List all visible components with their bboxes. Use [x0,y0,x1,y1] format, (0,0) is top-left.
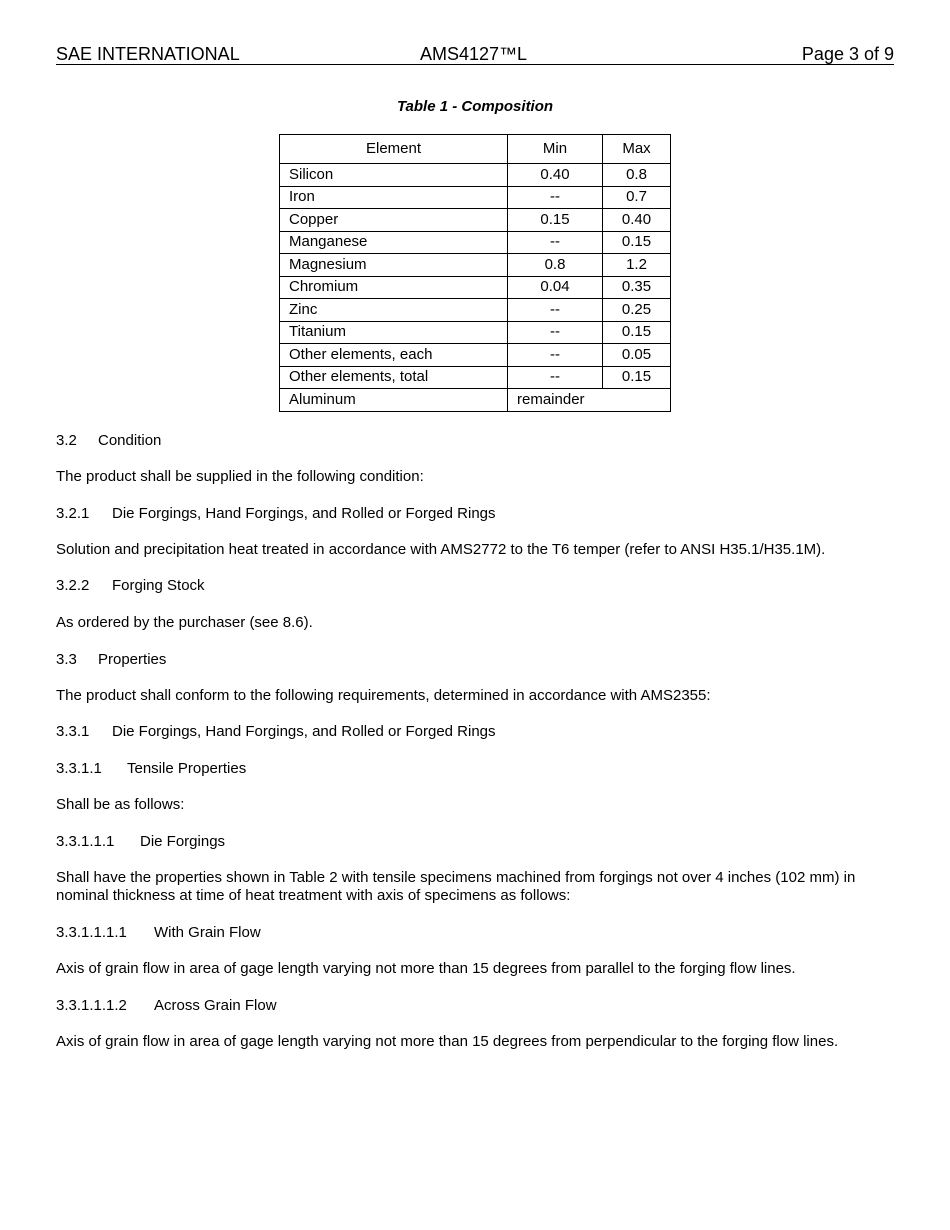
page-header [56,44,894,65]
min-cell: 0.40 [508,164,603,187]
table-row [280,209,671,232]
min-cell: -- [508,186,603,209]
element-cell: Iron [280,186,508,209]
section-number: 3.3.1.1 [56,760,102,777]
section-number: 3.3.1.1.1.1 [56,924,127,941]
section-number: 3.3.1.1.1 [56,833,115,850]
max-cell: 0.15 [603,321,671,344]
page-number: Page 3 of 9 [801,44,894,64]
section-number: 3.3.1 [56,723,90,740]
element-cell: Aluminum [280,389,508,412]
table-row [280,344,671,367]
max-cell: 0.35 [603,276,671,299]
table-row-aluminum [280,389,671,412]
element-cell: Silicon [280,164,508,187]
paragraph: Shall be as follows: [56,796,185,813]
paragraph: As ordered by the purchaser (see 8.6). [56,614,313,631]
element-cell: Other elements, each [280,344,508,367]
table-row [280,186,671,209]
table-row [280,231,671,254]
section-heading-3-3-1 [56,723,896,741]
table-row [280,276,671,299]
table-header-row [280,135,671,164]
section-title: Properties [98,651,167,668]
paragraph: Axis of grain flow in area of gage length varying not more than 15 degrees from perpendicular to the forging flow lines. [56,1033,839,1050]
max-cell: 0.15 [603,366,671,389]
section-title: Across Grain Flow [154,997,277,1014]
section-title: Die Forgings [140,833,226,850]
section-number: 3.2.1 [56,505,90,522]
min-cell: 0.15 [508,209,603,232]
column-header-max: Max [603,135,671,164]
max-cell: 0.40 [603,209,671,232]
section-title: Die Forgings, Hand Forgings, and Rolled or Forged Rings [112,723,496,740]
table-row [280,164,671,187]
table-row [280,299,671,322]
min-cell: -- [508,321,603,344]
max-cell: 1.2 [603,254,671,277]
paragraph: The product shall be supplied in the following condition: [56,468,424,485]
min-cell: 0.04 [508,276,603,299]
section-heading-3-3-1-1-1-2 [56,997,896,1015]
section-number: 3.3 [56,651,77,668]
section-heading-3-3-1-1-1 [56,833,896,851]
table-row [280,366,671,389]
paragraph: The product shall conform to the following requirements, determined in accordance with AMS2355: [56,687,711,704]
element-cell: Chromium [280,276,508,299]
max-cell: 0.15 [603,231,671,254]
section-number: 3.2.2 [56,577,90,594]
section-heading-3-3 [56,651,896,669]
min-cell: -- [508,231,603,254]
section-title: Forging Stock [112,577,205,594]
element-cell: Titanium [280,321,508,344]
column-header-min: Min [508,135,603,164]
section-heading-3-2 [56,432,896,450]
section-number: 3.2 [56,432,77,449]
section-heading-3-2-2 [56,577,896,595]
paragraph: Solution and precipitation heat treated in accordance with AMS2772 to the T6 temper (refer to ANSI H35.1/H35.1M). [56,541,826,558]
document-id: AMS4127™L [420,44,528,64]
element-cell: Copper [280,209,508,232]
max-cell: 0.8 [603,164,671,187]
element-cell: Other elements, total [280,366,508,389]
paragraph: Axis of grain flow in area of gage length varying not more than 15 degrees from parallel to the forging flow lines. [56,960,796,977]
section-title: Condition [98,432,162,449]
column-header-element: Element [280,135,508,164]
section-heading-3-2-1 [56,505,896,523]
min-cell: -- [508,344,603,367]
element-cell: Magnesium [280,254,508,277]
element-cell: Manganese [280,231,508,254]
max-cell: 0.25 [603,299,671,322]
table-row [280,254,671,277]
org-name: SAE INTERNATIONAL [56,44,240,64]
table-title: Table 1 - Composition [396,98,554,115]
max-cell: 0.7 [603,186,671,209]
remainder-cell: remainder [508,389,671,412]
table-row [280,321,671,344]
paragraph: Shall have the properties shown in Table 2 with tensile specimens machined from forgings not over 4 inches (102 mm) in nominal thickness at time of heat treatment with axis of specimens as follows: [56,869,856,904]
composition-table [279,134,671,412]
min-cell: -- [508,299,603,322]
min-cell: -- [508,366,603,389]
section-title: With Grain Flow [154,924,261,941]
section-title: Tensile Properties [127,760,247,777]
element-cell: Zinc [280,299,508,322]
section-heading-3-3-1-1 [56,760,896,778]
max-cell: 0.05 [603,344,671,367]
section-title: Die Forgings, Hand Forgings, and Rolled or Forged Rings [112,505,496,522]
section-number: 3.3.1.1.1.2 [56,997,127,1014]
section-heading-3-3-1-1-1-1 [56,924,896,942]
min-cell: 0.8 [508,254,603,277]
